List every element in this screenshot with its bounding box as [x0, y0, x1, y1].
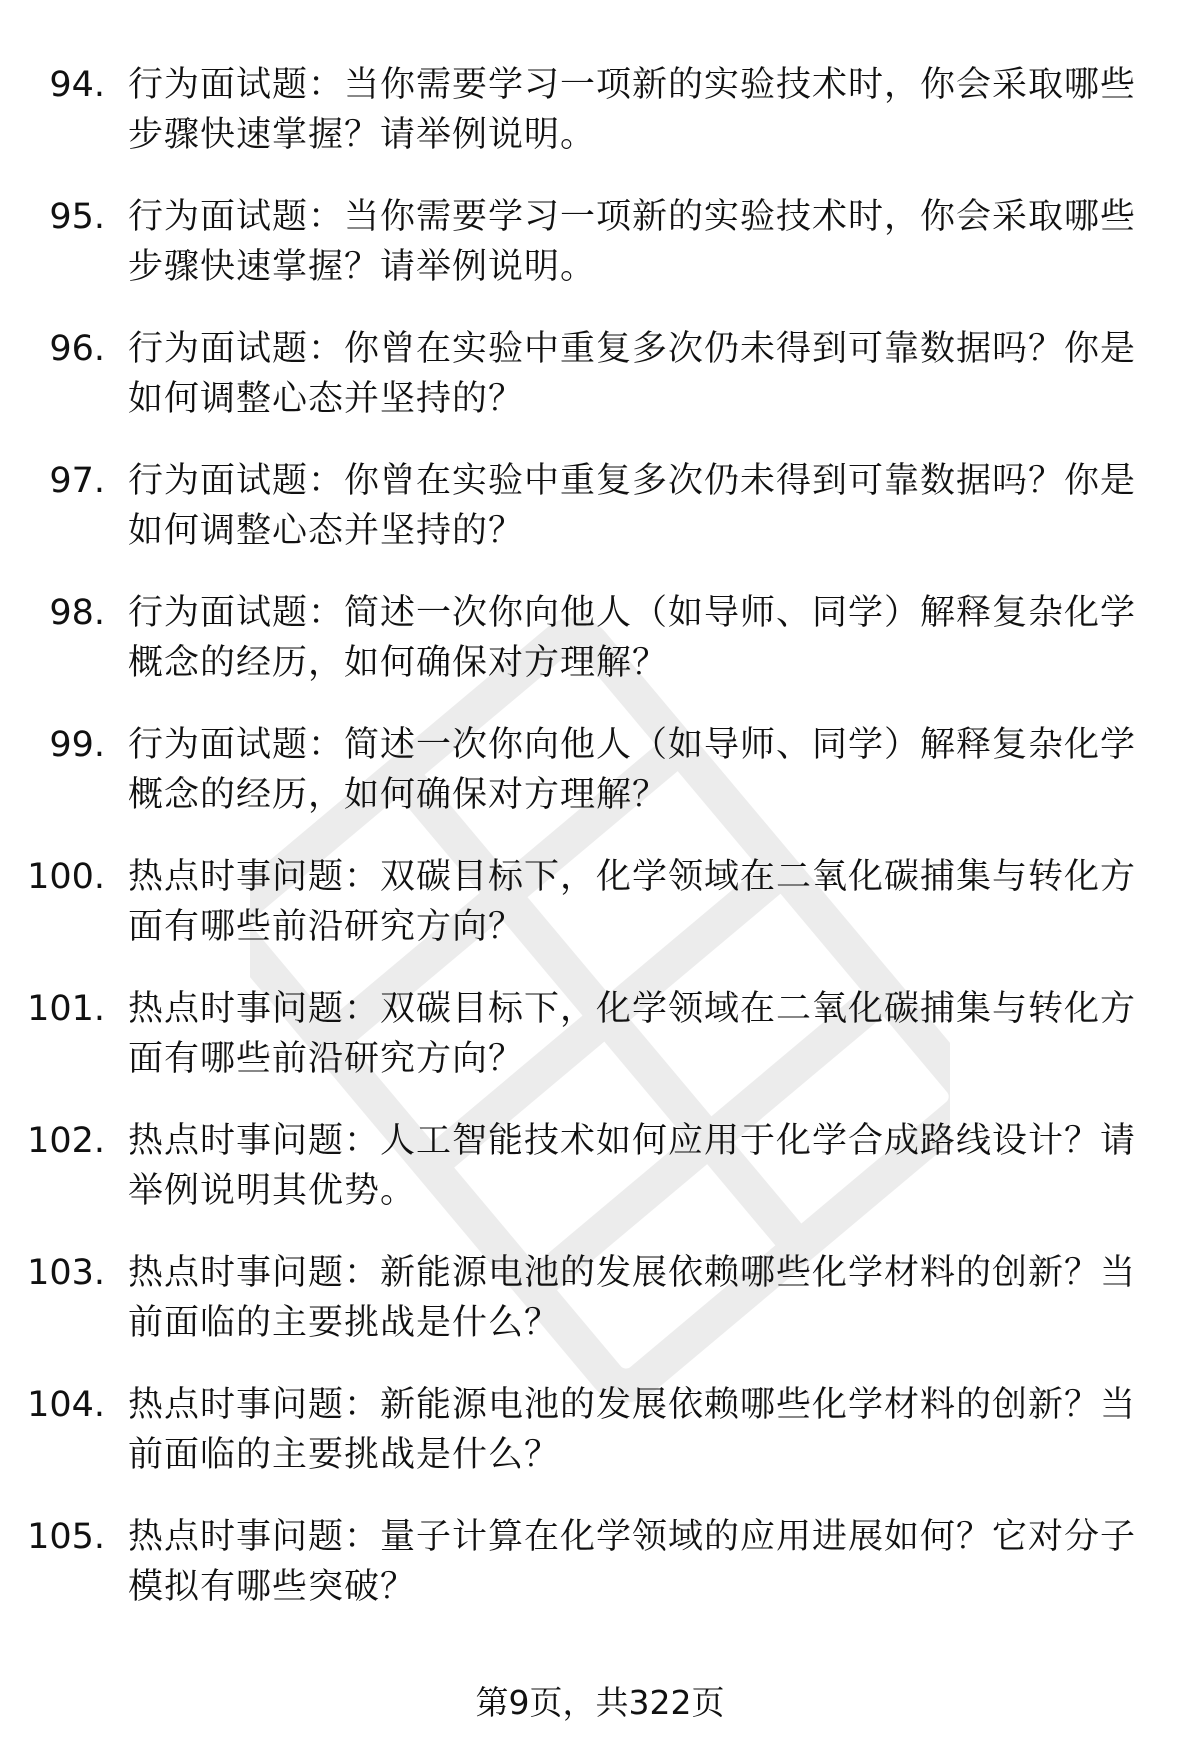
page-number: 第9页，共322页	[475, 1683, 725, 1722]
question-number: 95.	[49, 197, 105, 237]
question-text: 热点时事问题：量子计算在化学领域的应用进展如何？它对分子模拟有哪些突破？	[128, 1517, 1137, 1607]
question-text: 热点时事问题：新能源电池的发展依赖哪些化学材料的创新？当前面临的主要挑战是什么？	[128, 1253, 1137, 1343]
question-number: 99.	[49, 725, 105, 765]
list-item	[0, 1380, 1200, 1512]
list-item	[0, 324, 1200, 456]
list-item	[0, 192, 1200, 324]
question-text: 行为面试题：简述一次你向他人（如导师、同学）解释复杂化学概念的经历，如何确保对方理解？	[128, 593, 1137, 683]
question-text: 行为面试题：你曾在实验中重复多次仍未得到可靠数据吗？你是如何调整心态并坚持的？	[128, 329, 1137, 419]
question-number: 94.	[49, 65, 105, 105]
list-item	[0, 588, 1200, 720]
question-number: 102.	[27, 1121, 105, 1161]
question-number: 100.	[27, 857, 105, 897]
list-item	[0, 720, 1200, 852]
question-text: 行为面试题：你曾在实验中重复多次仍未得到可靠数据吗？你是如何调整心态并坚持的？	[128, 461, 1137, 551]
question-number: 101.	[27, 989, 105, 1029]
question-list	[0, 60, 1200, 1644]
question-text: 行为面试题：当你需要学习一项新的实验技术时，你会采取哪些步骤快速掌握？请举例说明。	[128, 65, 1137, 155]
question-text: 热点时事问题：新能源电池的发展依赖哪些化学材料的创新？当前面临的主要挑战是什么？	[128, 1385, 1137, 1475]
question-text: 行为面试题：简述一次你向他人（如导师、同学）解释复杂化学概念的经历，如何确保对方理解？	[128, 725, 1137, 815]
question-number: 97.	[49, 461, 105, 501]
question-number: 96.	[49, 329, 105, 369]
list-item	[0, 984, 1200, 1116]
question-text: 行为面试题：当你需要学习一项新的实验技术时，你会采取哪些步骤快速掌握？请举例说明。	[128, 197, 1137, 287]
list-item	[0, 852, 1200, 984]
question-number: 104.	[27, 1385, 105, 1425]
question-number: 98.	[49, 593, 105, 633]
list-item	[0, 1512, 1200, 1644]
question-text: 热点时事问题：双碳目标下，化学领域在二氧化碳捕集与转化方面有哪些前沿研究方向？	[128, 989, 1137, 1079]
question-text: 热点时事问题：人工智能技术如何应用于化学合成路线设计？请举例说明其优势。	[128, 1121, 1137, 1211]
question-number: 105.	[27, 1517, 105, 1557]
list-item	[0, 456, 1200, 588]
list-item	[0, 1248, 1200, 1380]
question-number: 103.	[27, 1253, 105, 1293]
question-text: 热点时事问题：双碳目标下，化学领域在二氧化碳捕集与转化方面有哪些前沿研究方向？	[128, 857, 1137, 947]
list-item	[0, 60, 1200, 192]
list-item	[0, 1116, 1200, 1248]
